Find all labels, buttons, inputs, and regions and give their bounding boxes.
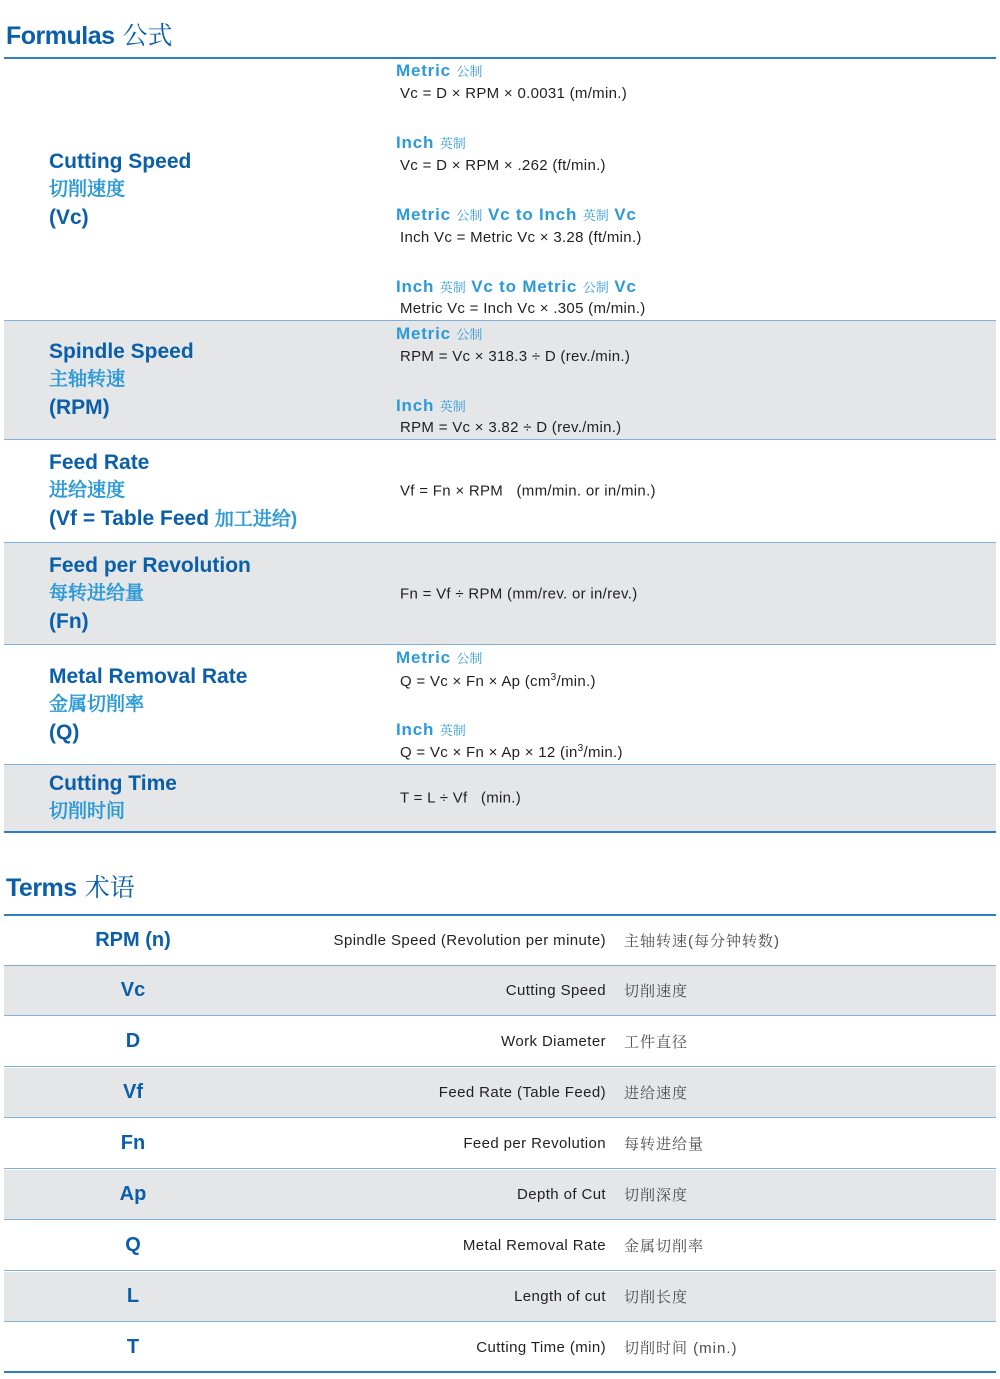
formula-row-cutting-time <box>4 765 996 833</box>
formula-name-zh: 切削速度 <box>49 178 126 200</box>
term-english: Work Diameter <box>501 1033 606 1050</box>
formula-name-en: Spindle Speed <box>49 340 194 363</box>
term-chinese: 切削时间 (min.) <box>624 1339 738 1357</box>
term-english: Feed per Revolution <box>463 1135 606 1152</box>
term-english: Metal Removal Rate <box>462 1237 606 1254</box>
term-chinese: 切削深度 <box>624 1187 689 1204</box>
term-chinese: 金属切削率 <box>624 1238 705 1255</box>
term-row <box>4 1221 996 1271</box>
term-symbol: T <box>126 1335 140 1358</box>
term-symbol: Ap <box>119 1183 147 1205</box>
formulas-heading <box>6 16 173 52</box>
term-row <box>4 1272 996 1322</box>
formula-symbol: (Fn) <box>49 609 89 633</box>
term-chinese: 切削速度 <box>624 983 689 1000</box>
formula-row-metal-removal-rate <box>4 645 996 765</box>
formula-name-en: Feed Rate <box>49 450 150 474</box>
formula-row-name <box>49 321 194 439</box>
formula-name-zh: 每转进给量 <box>49 582 145 604</box>
term-symbol: Fn <box>120 1132 146 1154</box>
formula-label: Metric 公制 Vc to Inch 英制 Vc <box>396 205 637 224</box>
formulas-heading-zh: 公式 <box>122 22 173 50</box>
formula-text: Inch Vc = Metric Vc × 3.28 (ft/min.) <box>400 229 642 246</box>
formula-label: Inch 英制 <box>396 396 466 415</box>
formula-text: RPM = Vc × 318.3 ÷ D (rev./min.) <box>400 348 631 365</box>
formula-row-name <box>49 645 247 764</box>
term-symbol: Vf <box>123 1081 143 1103</box>
term-chinese: 每转进给量 <box>624 1136 705 1153</box>
formula-label: Inch 英制 <box>396 133 466 152</box>
formula-row-feed-per-revolution <box>4 543 996 645</box>
term-chinese: 工件直径 <box>624 1034 689 1051</box>
term-symbol: L <box>126 1285 140 1307</box>
term-symbol: Q <box>125 1234 141 1256</box>
formula-text: T = L ÷ Vf (min.) <box>400 789 522 807</box>
term-english: Cutting Time (min) <box>476 1338 606 1356</box>
formula-label: Inch 英制 <box>396 720 466 739</box>
formula-name-en: Metal Removal Rate <box>49 664 248 688</box>
formula-row-name <box>49 765 177 831</box>
term-row <box>4 1323 996 1373</box>
formula-text: RPM = Vc × 3.82 ÷ D (rev./min.) <box>400 419 622 436</box>
formula-label: Metric 公制 <box>396 61 483 80</box>
term-row <box>4 1017 996 1067</box>
formula-name-en: Cutting Time <box>49 772 177 795</box>
term-symbol: Vc <box>120 979 146 1001</box>
formula-text: Q = Vc × Fn × Ap $(cm^3/\min.)$ <box>400 672 596 690</box>
formula-text: Q = Vc × Fn × Ap × 12 $(in^3/\min.)$ <box>400 743 623 761</box>
formula-list <box>396 765 986 831</box>
formula-row-name <box>49 543 251 644</box>
term-chinese: 切削长度 <box>624 1289 689 1306</box>
formula-name-zh: 金属切削率 <box>49 693 145 715</box>
formula-symbol: (RPM) <box>49 396 110 419</box>
term-symbol: D <box>125 1030 141 1052</box>
formula-name-zh: 主轴转速 <box>49 369 126 390</box>
formula-row-spindle-speed <box>4 321 996 440</box>
formula-text: Fn = Vf ÷ RPM (mm/rev. or in/rev.) <box>400 585 638 602</box>
formula-row-feed-rate <box>4 440 996 543</box>
formula-row-cutting-speed <box>4 59 996 321</box>
term-row <box>4 1068 996 1118</box>
formula-name-zh: 进给速度 <box>49 479 126 501</box>
formula-list <box>396 543 986 644</box>
formula-list <box>396 59 986 320</box>
term-row <box>4 966 996 1016</box>
formula-name-en: Feed per Revolution <box>49 553 251 577</box>
formula-text: Vf = Fn × RPM (mm/min. or in/min.) <box>400 482 656 500</box>
term-chinese: 进给速度 <box>624 1085 689 1102</box>
formula-list <box>396 321 986 439</box>
formula-text: Metric Vc = Inch Vc × .305 (m/min.) <box>400 300 646 317</box>
term-row <box>4 916 996 966</box>
term-english: Depth of Cut <box>516 1186 606 1203</box>
formula-list <box>396 645 986 764</box>
term-english: Cutting Speed <box>505 982 606 999</box>
formula-text: Vc = D × RPM × 0.0031 (m/min.) <box>400 85 627 102</box>
formula-name-en: Cutting Speed <box>49 149 192 173</box>
formula-list <box>396 440 986 542</box>
formula-label: Inch 英制 Vc to Metric 公制 Vc <box>396 277 637 296</box>
term-english: Length of cut <box>514 1288 606 1305</box>
term-row <box>4 1119 996 1169</box>
term-symbol: RPM (n) <box>95 929 171 951</box>
formula-row-name <box>49 440 297 542</box>
term-english: Feed Rate (Table Feed) <box>438 1084 606 1101</box>
formula-symbol: (Q) <box>49 720 80 744</box>
formula-row-name <box>49 59 191 320</box>
term-english: Spindle Speed (Revolution per minute) <box>333 932 606 949</box>
term-chinese: 主轴转速(每分钟转数) <box>624 933 780 950</box>
formulas-heading-en: Formulas <box>6 22 115 50</box>
terms-heading-en: Terms <box>6 874 77 902</box>
formula-text: Vc = D × RPM × .262 (ft/min.) <box>400 157 606 174</box>
formula-name-zh: 切削时间 <box>49 801 126 822</box>
term-row <box>4 1170 996 1220</box>
formula-symbol: (Vc) <box>49 205 89 229</box>
formula-label: Metric 公制 <box>396 648 483 667</box>
terms-heading-zh: 术语 <box>84 874 135 902</box>
formula-label: Metric 公制 <box>396 324 483 343</box>
terms-heading <box>6 868 135 904</box>
formula-symbol: (Vf = Table Feed 加工进给) <box>49 506 298 530</box>
